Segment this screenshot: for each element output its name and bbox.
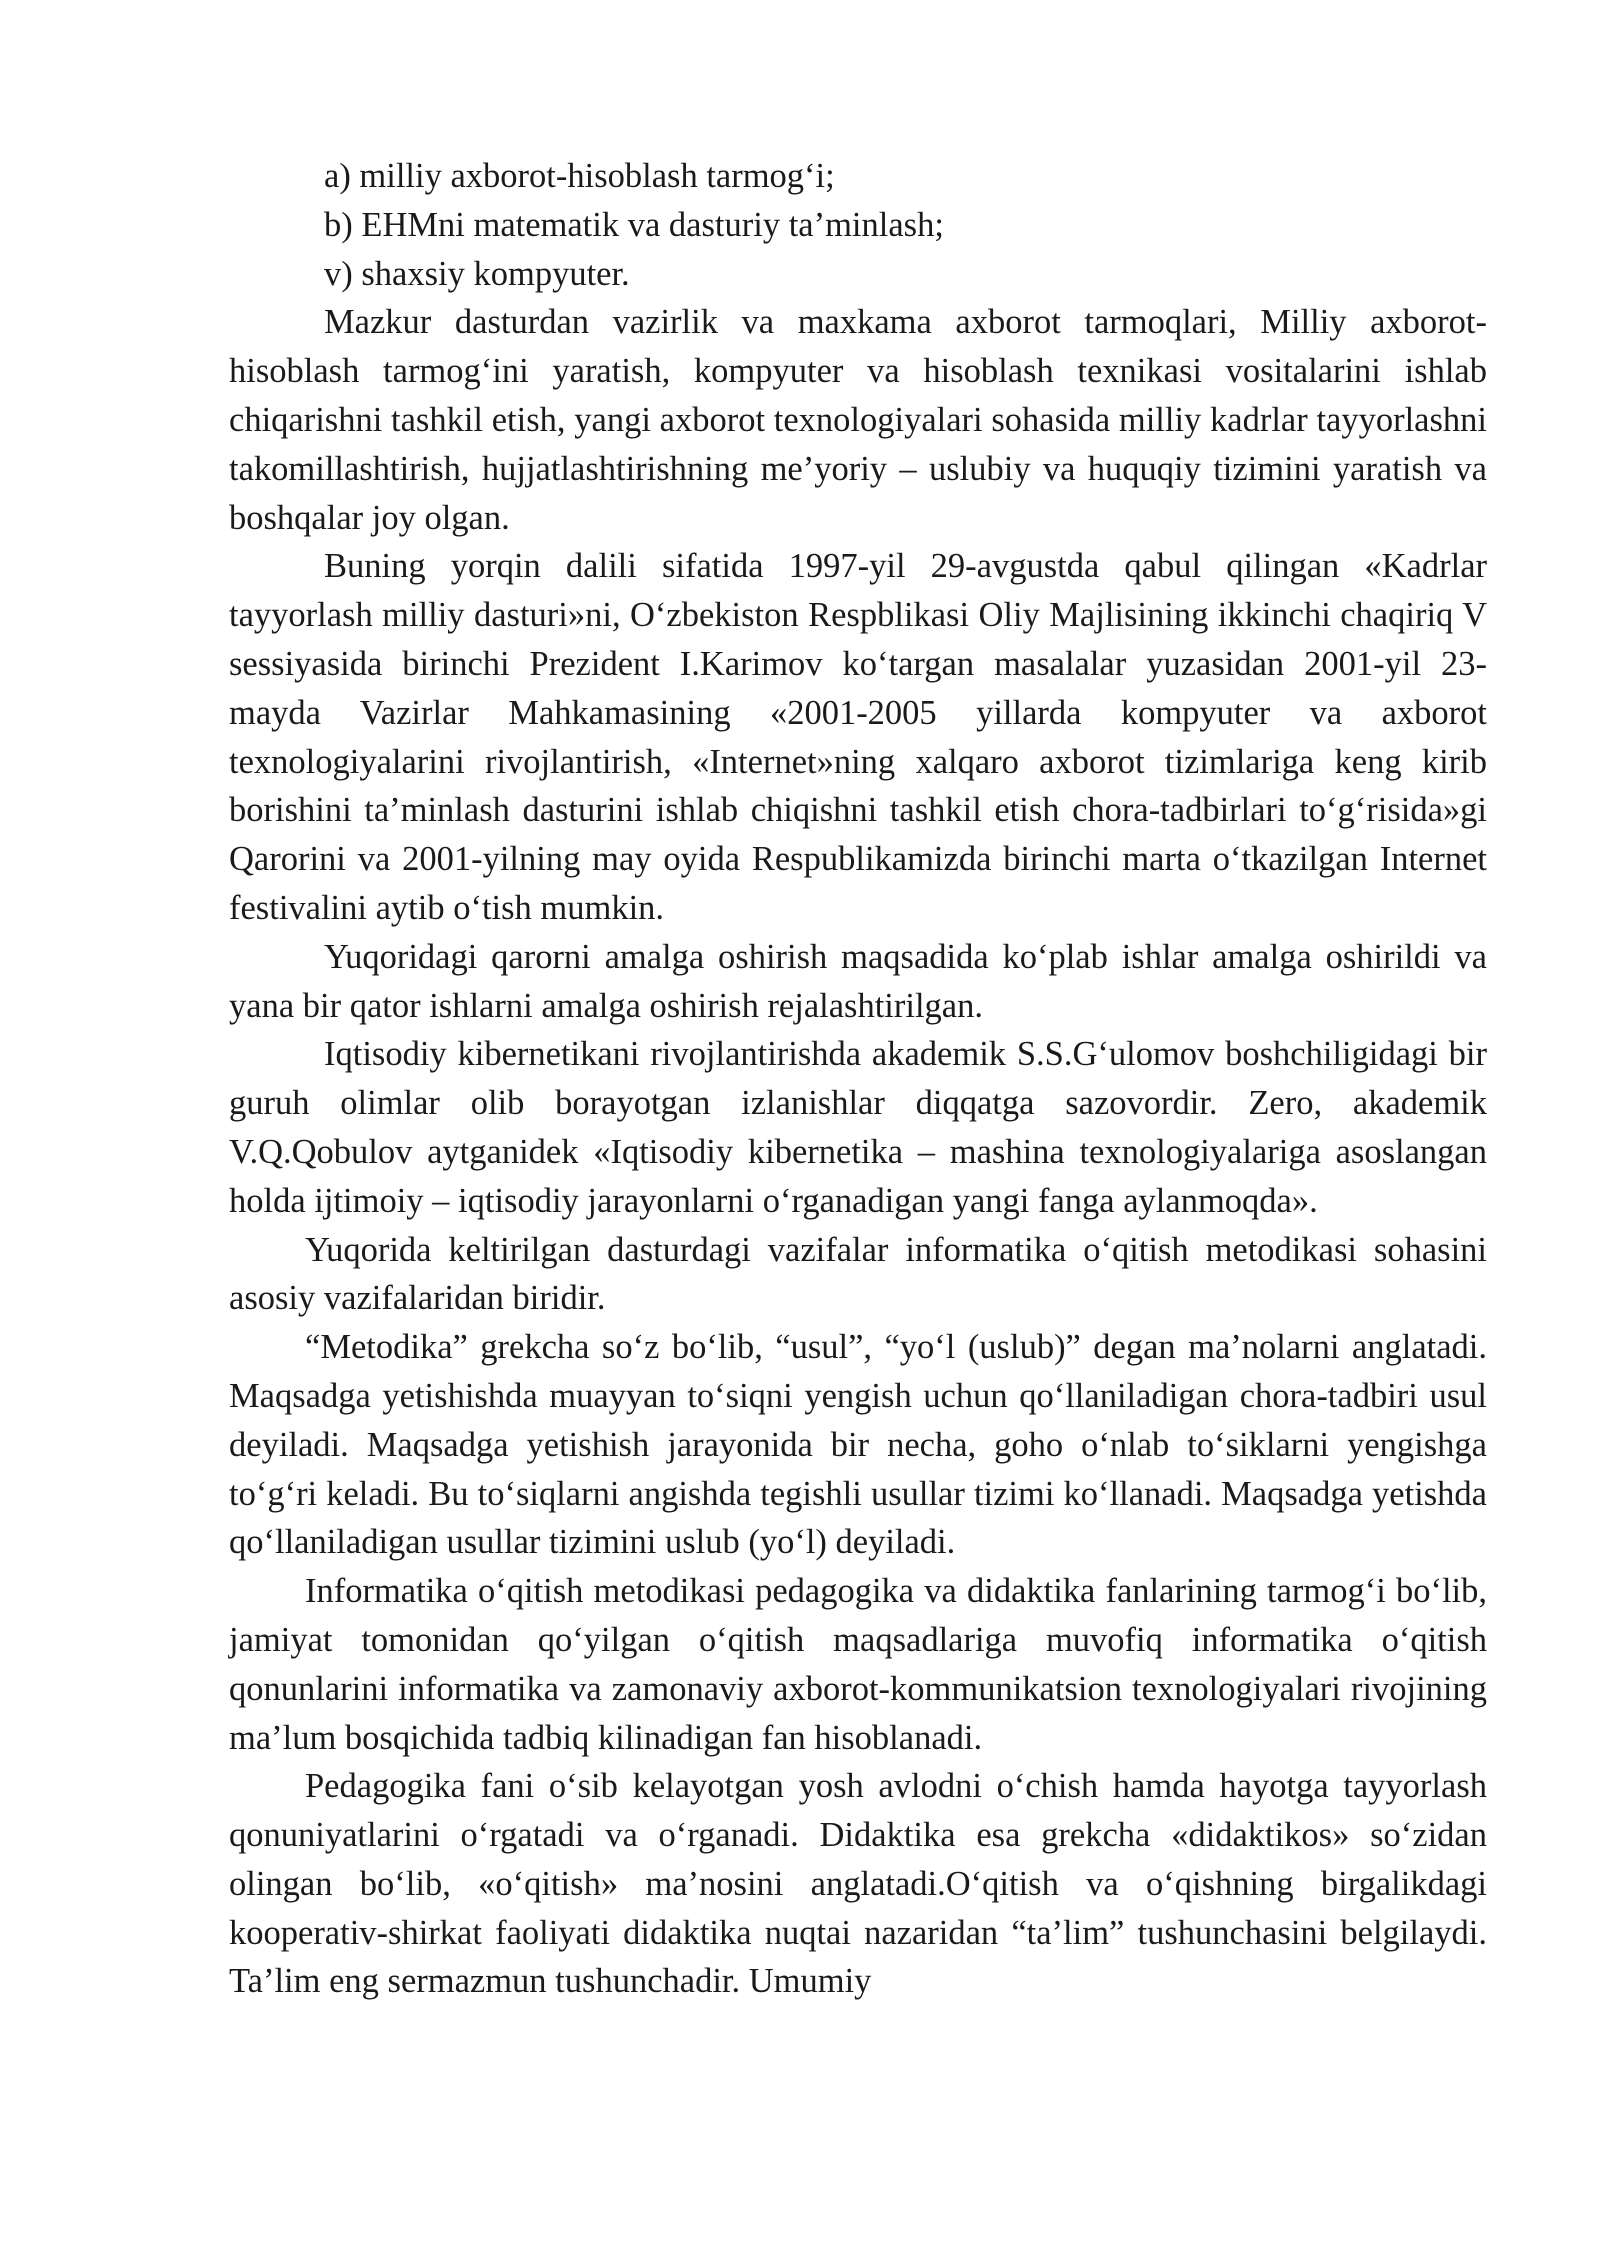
paragraph-evidence: Buning yorqin dalili sifatida 1997-yil 29-avgustda qabul qilingan «Kadrlar tayyorlash milliy dasturi»ni, O‘zbekiston Respblikasi Oliy Majlisining ikkinchi chaqiriq V sessiyasida birinchi Prezident I.Karimov ko‘targan masalalar yuzasidan 2001-yil 23- mayda Vazirlar Mahkamasining «2001-2005 yillarda kompyuter va axborot texnologiyalarini rivojlantirish, «Internet»ning xalqaro axborot tizimlariga keng kirib borishini ta’minlash dasturini ishlab chiqishni tashkil etish chora-tadbirlari to‘g‘risida»gi Qarorini va 2001-yilning may oyida Respublikamizda birinchi marta o‘tkazilgan Internet festivalini aytib o‘tish mumkin. xyxy=(229,547,1487,927)
list-item-v: v) shaxsiy kompyuter. xyxy=(324,254,630,293)
document-page xyxy=(229,152,1487,2006)
paragraph-cybernetics: Iqtisodiy kibernetikani rivojlantirishda akademik S.S.G‘ulomov boshchiligidagi bir guruh olimlar olib borayotgan izlanishlar diqqatga sazovordir. Zero, akademik V.Q.Qobulov aytganidek «Iqtisodiy kibernetika – mashina texnologiyalariga asoslangan holda ijtimoiy – iqtisodiy jarayonlarni o‘rganadigan yangi fanga aylanmoqda». xyxy=(229,1035,1487,1220)
list-item-b: b) EHMni matematik va dasturiy ta’minlash; xyxy=(324,205,944,244)
paragraph-tasks: Yuqorida keltirilgan dasturdagi vazifalar informatika o‘qitish metodikasi sohasini asosiy vazifalaridan biridir. xyxy=(229,1230,1487,1318)
paragraph-informatics-methodology: Informatika o‘qitish metodikasi pedagogika va didaktika fanlarining tarmog‘i bo‘lib, jamiyat tomonidan qo‘yilgan o‘qitish maqsadlariga muvofiq informatika o‘qitish qonunlarini informatika va zamonaviy axborot-kommunikatsion texnologiyalari rivojining ma’lum bosqichida tadbiq kilinadigan fan hisoblanadi. xyxy=(229,1572,1487,1757)
paragraph-resolution: Yuqoridagi qarorni amalga oshirish maqsadida ko‘plab ishlar amalga oshirildi va yana bir qator ishlarni amalga oshirish rejalashtirilgan. xyxy=(229,937,1487,1025)
paragraph-methodology-definition: “Metodika” grekcha so‘z bo‘lib, “usul”, “yo‘l (uslub)” degan ma’nolarni anglatadi. Maqsadga yetishishda muayyan to‘siqni yengish uchun qo‘llaniladigan chora-tadbiri usul deyiladi. Maqsadga yetishish jarayonida bir necha, goho o‘nlab to‘siklarni yengishga to‘g‘ri keladi. Bu to‘siqlarni angishda tegishli usullar tizimi ko‘llanadi. Maqsadga yetishda qo‘llaniladigan usullar tizimini uslub (yo‘l) deyiladi. xyxy=(229,1328,1487,1562)
paragraph-pedagogy-didactics: Pedagogika fani o‘sib kelayotgan yosh avlodni o‘chish hamda hayotga tayyorlash qonuniyatlarini o‘rgatadi va o‘rganadi. Didaktika esa grekcha «didaktikos» so‘zidan olingan bo‘lib, «o‘qitish» ma’nosini anglatadi.O‘qitish va o‘qishning birgalikdagi kooperativ-shirkat faoliyati didaktika nuqtai nazaridan “ta’lim” tushunchasini belgilaydi. Ta’lim eng sermazmun tushunchadir. Umumiy xyxy=(229,1767,1487,2001)
paragraph-program-content: Mazkur dasturdan vazirlik va maxkama axborot tarmoqlari, Milliy axborot-hisoblash tarmog‘ini yaratish, kompyuter va hisoblash texnikasi vositalarini ishlab chiqarishni tashkil etish, yangi axborot texnologiyalari sohasida milliy kadrlar tayyorlashni takomillashtirish, hujjatlashtirishning me’yoriy – uslubiy va huquqiy tizimini yaratish va boshqalar joy olgan. xyxy=(229,303,1487,537)
list-item-a: a) milliy axborot-hisoblash tarmog‘i; xyxy=(324,157,835,195)
